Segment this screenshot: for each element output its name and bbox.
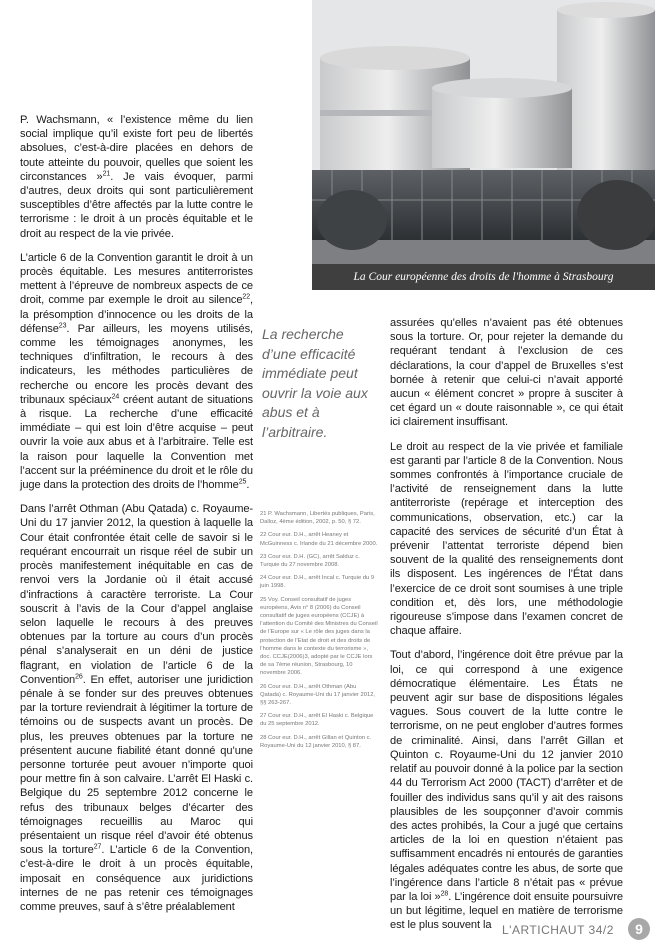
footnote-ref: 26 [75,673,83,681]
footnote-item: 22 Cour eur. D.H., arrêt Heaney et McGuinness c. Irlande du 21 décembre 2000. [260,532,378,547]
text-span: . Par ailleurs, les moyens utilisés, comme les témoignages anonymes, les techniques d’infiltration, le recours à des indicateurs, les méthodes particulières de recherche ou encore les procès devant des tribunaux spéciaux [20,322,253,406]
text-span: . Je vais évoquer, parmi d’autres, deux droits qui sont particulièrement susceptibles d’être affectés par la lutte contre le terrorisme : le droit à un procès équitable et le droit au respect de la vie privée. [20,170,253,240]
footnote-ref: 21 [102,170,111,178]
paragraph-othman [20,502,253,914]
court-building-photo [312,0,655,290]
footnote-item: 26 Cour eur. D.H., arrêt Othman (Abu Qatada) c. Royaume-Uni du 17 janvier 2012, §§ 263-267. [260,683,376,707]
footnote-item: 25 Voy. Conseil consultatif de juges européens, Avis n° 8 (2006) du Conseil consultatif de juges européens (CCJE) à l’attention du Comité des Ministres du Conseil de l’Europe sur « Le rôle des juges dans la protection de l’Etat de droit et des droits de l’homme dans le contexte du terrorisme », doc. CCJE(2006)3, adopté par le CCJE lors de sa 7ème réunion, Strasbourg, 10 novembre 2006. [260,596,378,677]
footnote-ref: 23 [58,322,67,330]
paragraph-intro [20,113,253,241]
pull-quote: La recherche d’une efficacité immédiate peut ouvrir la voie aux abus et à l’arbitraire. [262,326,368,440]
footnote-ref: 28 [440,890,449,898]
page-number: 9 [628,918,650,940]
text-span: . L’article 6 de la Convention, c’est-à-dire le droit à un procès équitable, imposait en conséquence aux juridictions internes de ne pas retenir ces témoignages comme preuves, sauf à s’être préalablement [20,844,254,913]
footnote-ref: 24 [111,393,120,401]
footnote-ref: 25 [238,478,247,486]
footnote-item: 28 Cour eur. D.H., arrêt Gillan et Quinton c. Royaume-Uni du 12 janvier 2010, § 87. [260,734,372,749]
paragraph-ingerence [390,648,623,932]
right-text-column [390,316,623,943]
footnote-ref: 27 [93,843,102,851]
text-span: . En effet, autoriser une juridiction pénale à se fonder sur des preuves obtenues par la torture reviendrait à légitimer la torture de témoins ou de suspects avant un procès. De plus, les preuves obtenues par la torture ne présentent aucune fiabilité étant donné qu’une personne torturée peut avouer n’importe quoi pour mettre fin à son calvaire. L’arrêt El Haski c. Belgique du 25 septembre 2012 concerne le refus des tribunaux belges d’écarter des témoignages recueillis au Maroc qui présentaient un risque réel d’avoir été obtenus sous la torture [20,673,253,857]
paragraph-article6 [20,251,253,492]
footnote-item: 23 Cour eur. D.H. (GC), arrêt Salduz c. Turquie du 27 novembre 2008. [260,553,360,569]
footnote-ref: 22 [242,293,251,301]
photo-caption: La Cour européenne des droits de l'homme à Strasbourg [312,264,655,290]
text-span: créent autant de situations à risque. La recherche d’une efficacité immédiate – qui est loin d’être acquise – peut ouvrir la voie aux abus et à l’arbitraire. Telle est la raison pour laquelle la Convention met l’accent sur la prééminence du droit et le rôle du juge dans la protection des droits de l’homme [20,393,253,492]
text-span: Dans l’arrêt Othman (Abu Qatada) c. Royaume-Uni du 17 janvier 2012, la question à laquelle la Cour était confrontée était celle de savoir si le requérant encourrait un risque réel de subir un procès manifestement inéquitable en cas de renvoi vers la Jordanie où il était accusé d’infractions à caractère terroriste. La Cour souscrit à l’avis de la Cour d’appel anglaise selon laquelle le recours à des preuves obtenues par la torture au cours d’un procès pénal s’analyserait en un déni de justice flagrant, en violation de l’article 6 de la Convention [20,503,253,686]
text-span: Tout d’abord, l’ingérence doit être prévue par la loi, ce qui correspond à une exigence démocratique élémentaire. Les États ne peuvent agir sur base de dispositions légales vagues. Sous couvert de la lutte contre le terrorisme, on ne peut englober d’autres formes de criminalité. Ainsi, dans l’arrêt Gillan et Quinton c. Royaume-Uni du 12 janvier 2010 relatif au pouvoir donné à la police par la section 44 du Terrorism Act 2000 (TACT) d’arrêter et de fouiller des individus sans qu’il y ait des raisons plausibles de les soupçonner d’avoir commis des actes prohibés, la Cour a jugé que certains articles de la loi en question n’étaient pas suffisamment encadrés ni entourés de garanties légales adéquates contre les abus, de sorte que l’ingérence dans l’article 8 n’était pas « prévue par la loi » [390,649,623,903]
text-span: P. Wachsmann, « l’existence même du lien social implique qu’il existe fort peu de libertés absolues, c’est-à-dire placées en dehors de toute atteinte du pouvoir, quelles que soient les circonstances » [20,114,253,183]
footnote-item: 27 Cour eur. D.H., arrêt El Haski c. Belgique du 25 septembre 2012. [260,713,374,728]
footnotes [260,510,378,755]
footnote-item: 21 P. Wachsmann, Libertés publiques, Paris, Dalloz, 4ème édition, 2002, p. 50, § 72. [260,511,375,526]
text-span: . L’ingérence doit ensuite poursuivre un but légitime, lequel en matière de terrorisme est le plus souvent la [390,890,624,932]
paragraph-article8: Le droit au respect de la vie privée et familiale est garanti par l’article 8 de la Convention. Nous sommes confrontés à l’importance cruciale de l’activité de renseignement dans la lutte antiterroriste (repérage et interception des communications, observation, etc.) car la capacité des services de sécurité d’un État à prévenir l’attentat terroriste dépend bien souvent de la qualité des renseignements dont ils disposent. Les ingérences de l’État dans l’exercice de ce droit sont soumises à une triple condition et, dès lors, une méthodologie rigoureuse s’impose dans l’examen concret de chaque affaire. [390,440,623,638]
text-span: , la présomption d’innocence ou les droits de la défense [20,294,253,335]
left-text-column [20,113,253,924]
footnote-item: 24 Cour eur. D.H., arrêt Incal c. Turquie du 9 juin 1998. [260,575,375,590]
text-span: . [246,479,250,492]
magazine-title: L'ARTICHAUT 34/2 [502,923,614,937]
court-building-illustration [312,0,655,290]
paragraph-continuation: assurées qu’elles n’avaient pas été obtenues sous la torture. Or, pour rejeter la demande du requérant tendant à l’exclusion de ces déclarations, la cour d’appel de Bruxelles s’est bornée à retenir que celui-ci n’avait apporté aucun « élément concret » propre à susciter à cet égard un « doute raisonnable », ce qui était ici clairement insuffisant. [390,317,623,429]
text-span: L’article 6 de la Convention garantit le droit à un procès équitable. Les mesures antiterroristes mettent à l’épreuve de nombreux aspects de ce droit, comme par exemple le droit au silence [20,251,253,307]
